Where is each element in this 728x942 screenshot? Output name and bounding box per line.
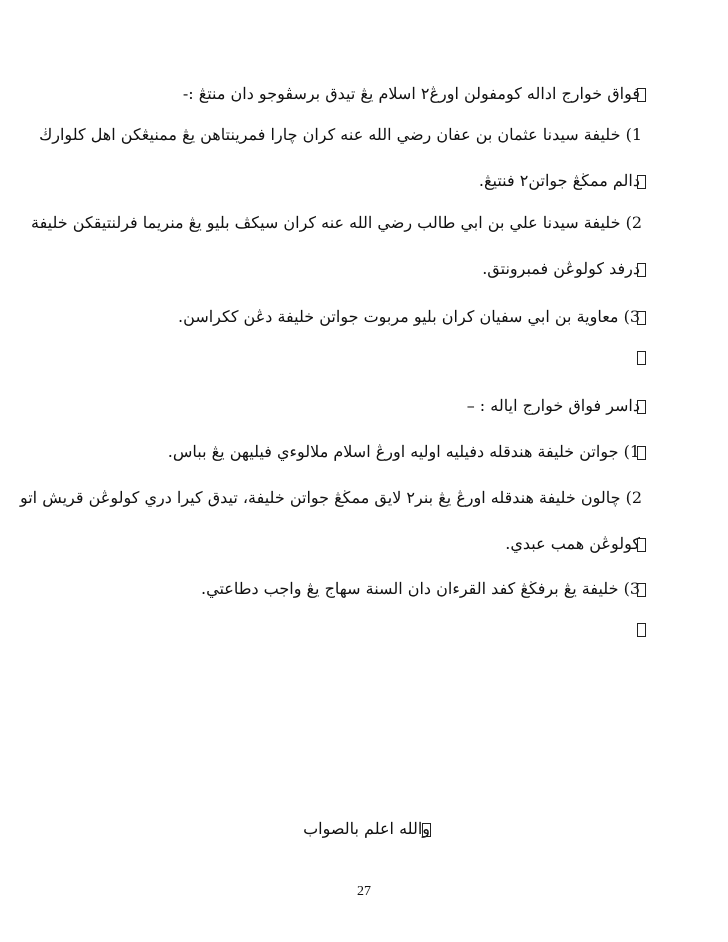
section-heading-basis: داسر فواق خوارج اياله : – [466,396,640,415]
missing-glyph-box-icon [422,823,431,837]
missing-glyph-box-icon [637,538,646,552]
list-item-line: 3) خليفة يڠ برفڬڠ كفد القرءان دان السنة سهاج يڠ واجب دطاعتي. [201,579,640,598]
missing-glyph-box-icon [637,583,646,597]
list-item-line: 1) خليفة سيدنا عثمان بن عفان رضي الله عنه كران چارا فمرينتاهن يڠ ممنيڠكن اهل كلوارڬ [39,125,642,144]
section-heading-factors: فواق خوارج اداله كومفولن اورڠ٢ اسلام يڠ تيدق برسڤوجو دان منتڠ :- [182,84,640,103]
missing-glyph-box-icon [637,88,646,102]
missing-glyph-box-icon [637,175,646,189]
page-number: 27 [357,884,371,899]
list-item-continuation: دالم ممڬڠ جواتن٢ فنتيڠ. [478,171,640,190]
missing-glyph-box-icon [637,400,646,414]
closing-phrase: والله اعلم بالصواب [303,819,430,838]
list-item-line: 1) جواتن خليفة هندقله دفيليه اوليه اورڠ اسلام ملالوءي فيليهن يڠ بباس. [167,442,640,461]
list-item-continuation: كولوڠن همب عبدي. [505,534,640,553]
list-item-line: 2) چالون خليفة هندقله اورڠ يڠ بنر٢ لايق ممڬڠ جواتن خليفة، تيدق كيرا دري كولوڠن قريش اتو [19,488,642,507]
missing-glyph-box-icon [637,311,646,325]
list-item-continuation: درفد كولوڠن فمبرونتق. [482,259,640,278]
missing-glyph-box-icon [637,351,646,365]
missing-glyph-box-icon [637,446,646,460]
missing-glyph-box-icon [637,623,646,637]
list-item-line: 3) معاوية بن ابي سفيان كران بليو مربوت جواتن خليفة دڠن ككراسن. [178,307,640,326]
missing-glyph-box-icon [637,263,646,277]
list-item-line: 2) خليفة سيدنا علي بن ابي طالب رضي الله عنه كران سيكڤ بليو يڠ منريما فرلنتيقكن خليفة [30,213,642,232]
